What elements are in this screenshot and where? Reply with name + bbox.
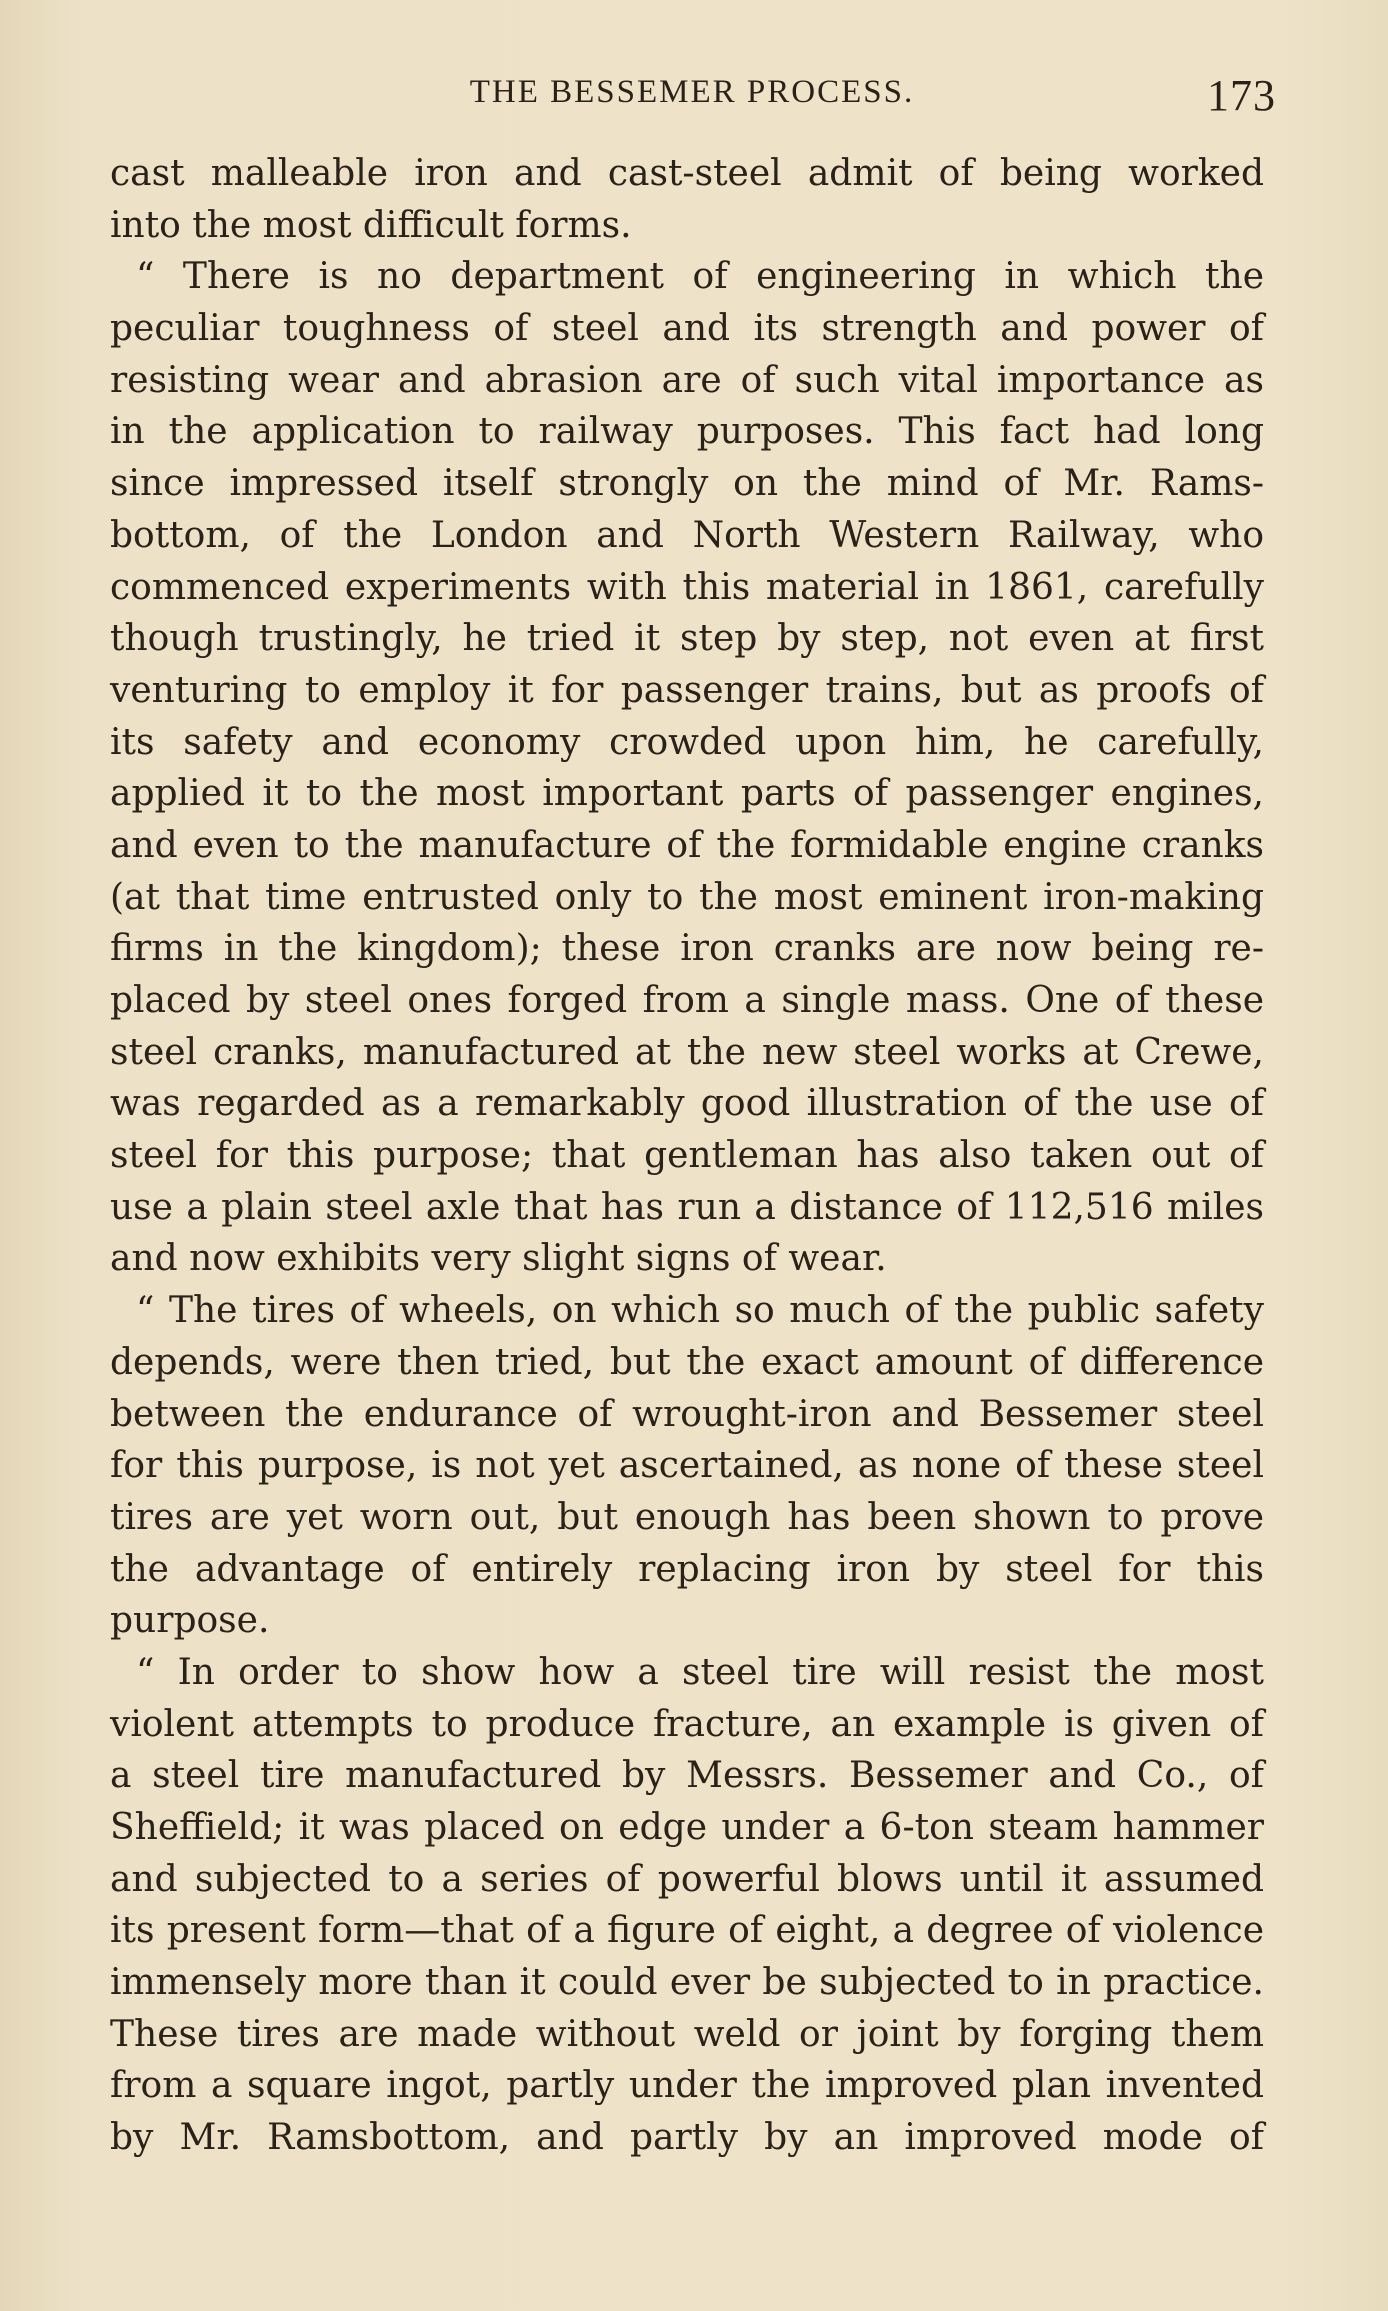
body-text [110, 148, 1264, 2164]
running-head [108, 72, 1276, 122]
text-line: in the application to railway purposes. This fact had long [110, 411, 1264, 453]
page-number: 173 [1207, 71, 1276, 120]
text-line: cast malleable iron and cast-steel admit of being worked [110, 153, 1264, 194]
text-line: was regarded as a remarkably good illustration of the use of [110, 1083, 1264, 1125]
text-line: immensely more than it could ever be subjected to in practice. [110, 1962, 1264, 2004]
text-line: purpose. [110, 1600, 270, 1642]
text-line: violent attempts to produce fracture, an example is given of [110, 1703, 1264, 1745]
text-line: and even to the manufacture of the formidable engine cranks [110, 824, 1264, 866]
text-line: into the most difficult forms. [110, 204, 632, 246]
text-line: and subjected to a series of powerful blows until it assumed [110, 1858, 1264, 1900]
text-line: firms in the kingdom); these iron cranks are now being re- [110, 928, 1264, 970]
text-line: venturing to employ it for passenger trains, but as proofs of [110, 669, 1264, 711]
text-line: commenced experiments with this material in 1861, carefully [110, 566, 1264, 608]
text-line: depends, were then tried, but the exact amount of difference [110, 1341, 1264, 1383]
text-line: between the endurance of wrought-iron and Bessemer steel [110, 1393, 1264, 1435]
text-line: (at that time entrusted only to the most eminent iron-making [110, 876, 1264, 918]
text-line: These tires are made without weld or joint by forging them [110, 2013, 1264, 2055]
text-line: for this purpose, is not yet ascertained, as none of these steel [110, 1445, 1264, 1487]
text-line: steel cranks, manufactured at the new steel works at Crewe, [110, 1031, 1264, 1073]
text-line: though trustingly, he tried it step by step, not even at first [110, 618, 1264, 660]
text-line: by Mr. Ramsbottom, and partly by an improved mode of [110, 2117, 1264, 2159]
text-line: tires are yet worn out, but enough has been shown to prove [110, 1496, 1264, 1538]
text-line: Sheffield; it was placed on edge under a 6-ton steam hammer [110, 1807, 1264, 1848]
text-line: “ The tires of wheels, on which so much of the public safety [136, 1290, 1264, 1332]
text-line: its present form—that of a figure of eight, a degree of violence [110, 1910, 1264, 1952]
text-line: and now exhibits very slight signs of wear. [110, 1238, 887, 1280]
running-title: THE BESSEMER PROCESS. [469, 74, 915, 110]
text-line: bottom, of the London and North Western Railway, who [110, 514, 1264, 556]
text-line: placed by steel ones forged from a single mass. One of these [110, 980, 1264, 1021]
text-line: a steel tire manufactured by Messrs. Bessemer and Co., of [110, 1755, 1264, 1797]
text-line: “ There is no department of engineering in which the [136, 256, 1264, 298]
text-line: the advantage of entirely replacing iron by steel for this [110, 1548, 1264, 1590]
text-line: use a plain steel axle that has run a distance of 112,516 miles [110, 1186, 1264, 1228]
text-line: “ In order to show how a steel tire will resist the most [136, 1651, 1264, 1693]
text-line: peculiar toughness of steel and its strength and power of [110, 308, 1264, 350]
text-line: from a square ingot, partly under the improved plan invented [110, 2065, 1264, 2107]
text-line: its safety and economy crowded upon him, he carefully, [110, 721, 1264, 763]
text-line: applied it to the most important parts of passenger engines, [110, 773, 1264, 815]
text-line: steel for this purpose; that gentleman has also taken out of [110, 1135, 1264, 1177]
text-line: resisting wear and abrasion are of such vital importance as [110, 359, 1264, 401]
text-line: since impressed itself strongly on the mind of Mr. Rams- [110, 463, 1264, 505]
